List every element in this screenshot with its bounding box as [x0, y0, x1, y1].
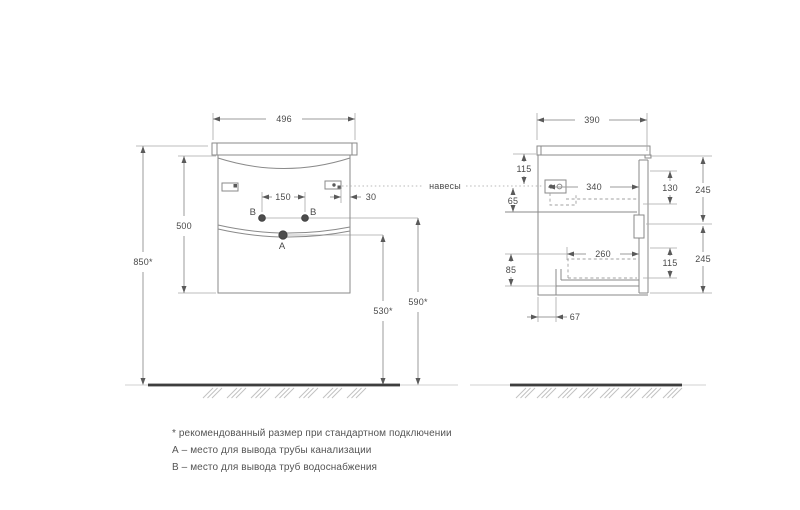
floor-left [125, 384, 458, 398]
svg-text:150: 150 [275, 192, 291, 202]
footnotes [172, 428, 452, 473]
dimension-hanger-offset-30 [330, 190, 376, 203]
svg-text:30: 30 [365, 192, 377, 202]
front-cabinet-body [218, 155, 350, 293]
hole-b-right [302, 215, 309, 222]
svg-text:500: 500 [176, 221, 192, 231]
front-countertop [212, 143, 357, 155]
dimension-bottom-offset-85 [505, 254, 567, 286]
svg-text:530*: 530* [373, 306, 393, 316]
floor-right [470, 384, 706, 398]
hole-b-right-label: В [310, 207, 317, 218]
svg-text:130: 130 [662, 183, 678, 193]
dimension-back-gap-67 [527, 297, 580, 322]
svg-text:260: 260 [595, 249, 611, 259]
dimension-water-supply-height-590 [408, 218, 428, 385]
side-countertop [537, 146, 650, 155]
dimension-body-height-500 [176, 156, 216, 293]
drawer-front-gap-block [634, 215, 644, 238]
svg-text:850*: 850* [133, 257, 153, 267]
bottom-drawer-dashed [568, 259, 637, 278]
right-hanger [325, 181, 341, 189]
svg-text:85: 85 [505, 265, 517, 275]
left-hanger [222, 183, 238, 191]
dimension-width-496 [213, 113, 355, 140]
dimension-top-section-245 [646, 156, 712, 224]
dimension-hanger-drop-65 [508, 188, 518, 212]
dimension-drain-height-530 [373, 235, 393, 385]
svg-text:67: 67 [569, 312, 581, 322]
basin-front-curve [218, 158, 350, 169]
svg-text:340: 340 [586, 182, 602, 192]
hole-b-left-label: В [249, 207, 256, 218]
side-carcass [538, 155, 648, 295]
hole-a-label: А [278, 241, 286, 252]
front-view [133, 113, 428, 385]
countertop-nose [645, 155, 651, 158]
svg-text:496: 496 [276, 114, 292, 124]
svg-text:245: 245 [695, 254, 711, 264]
dimension-bottom-drawer-depth-260 [567, 247, 639, 260]
dimension-hanger-top-offset-115 [513, 154, 536, 184]
dimension-depth-390 [537, 113, 647, 151]
hole-b-left [259, 215, 266, 222]
svg-text:590*: 590* [408, 297, 428, 307]
side-view [505, 113, 712, 322]
hole-a [279, 231, 287, 239]
svg-text:390: 390 [584, 115, 600, 125]
dimension-holes-spacing-150 [262, 192, 305, 212]
dimension-install-height-850 [133, 146, 208, 385]
svg-text:115: 115 [516, 164, 532, 174]
svg-text:245: 245 [695, 185, 711, 195]
hangers-reference [342, 181, 544, 191]
footnote-hole-a: А – место для вывода трубы канализации [172, 445, 372, 456]
dimension-bottom-section-245 [650, 226, 712, 293]
footnote-recommended-size: * рекомендованный размер при стандартном подключении [172, 428, 452, 439]
svg-text:65: 65 [507, 196, 519, 206]
dimension-top-drawer-depth-340 [548, 182, 639, 192]
svg-text:115: 115 [662, 258, 678, 268]
footnote-hole-b: В – место для вывода труб водоснабжения [172, 462, 378, 473]
hangers-label: навесы [429, 181, 461, 191]
